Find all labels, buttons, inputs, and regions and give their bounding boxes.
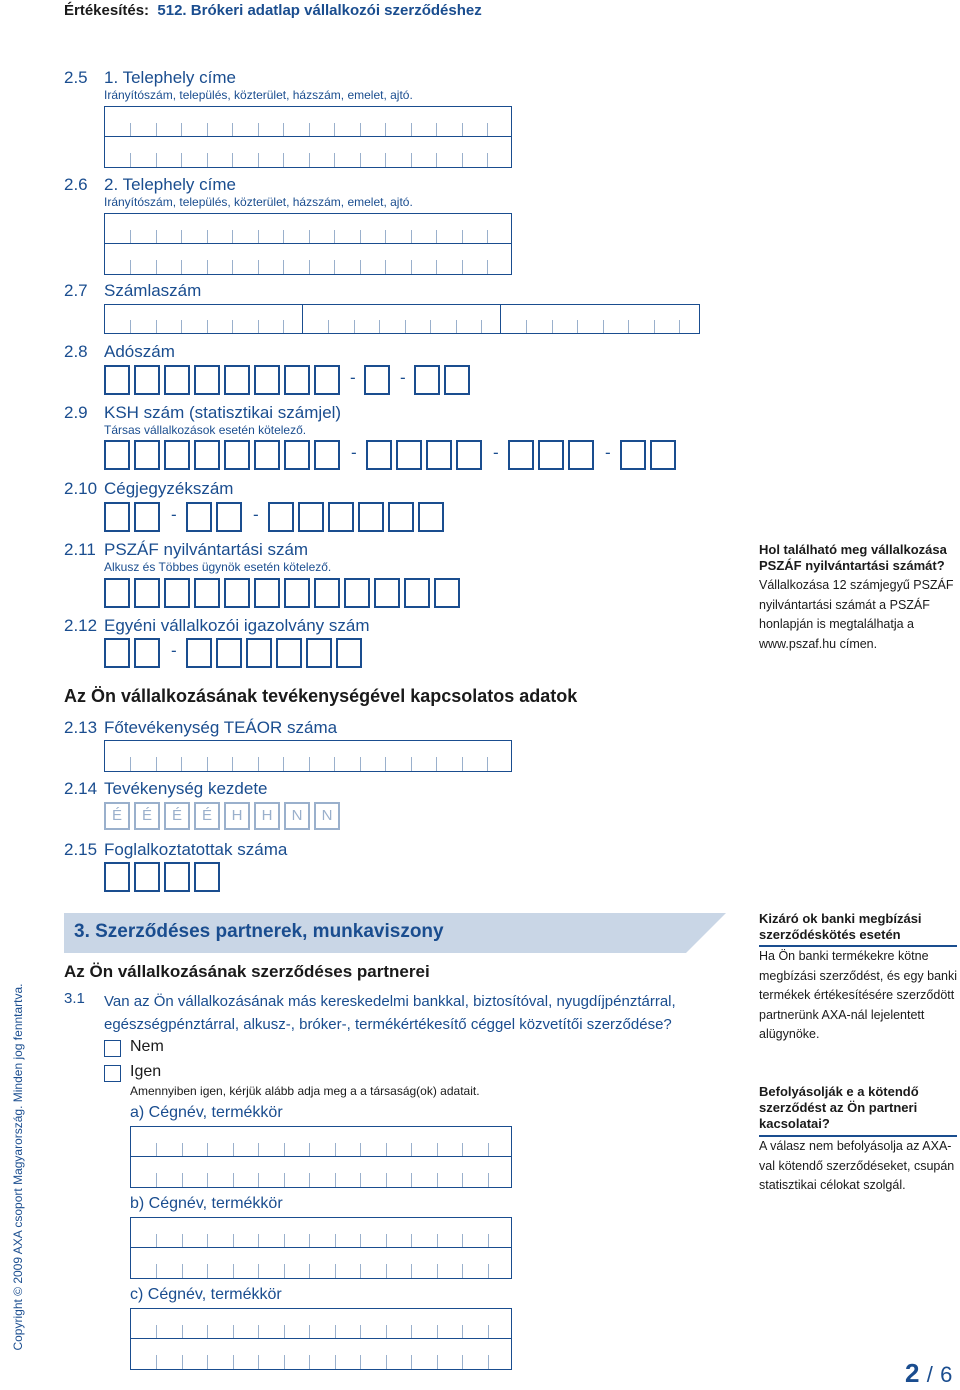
header-title: 512. Brókeri adatlap vállalkozói szerződéshez [157, 2, 482, 19]
digit-cell[interactable] [194, 578, 220, 608]
page-separator: / [926, 1362, 933, 1387]
section-number: 2.12 [64, 616, 98, 635]
digit-cell[interactable] [366, 440, 392, 470]
digit-cell[interactable]: N [284, 802, 310, 830]
digit-cell[interactable] [216, 638, 242, 668]
digit-cell[interactable] [254, 578, 280, 608]
section-title: Tevékenység kezdete [104, 779, 268, 798]
digit-cell[interactable] [276, 638, 302, 668]
digit-cell[interactable] [364, 365, 390, 395]
digit-cell[interactable] [284, 578, 310, 608]
section-subtitle: Alkusz és Többes ügynök esetén kötelező. [104, 560, 332, 574]
side-note-heading: Befolyásolják e a kötendő szerződést az Ön partneri kacsolatai? [759, 1084, 919, 1131]
digit-cell[interactable] [568, 440, 594, 470]
side-note-text: Vállalkozása 12 számjegyű PSZÁF nyilvántartási számát a PSZÁF honlapján is megtalálhatja a www.pszaf.hu címen. [759, 578, 954, 651]
section-subtitle: Irányítószám, település, közterület, házszám, emelet, ajtó. [104, 88, 413, 102]
activity-heading: Az Ön vállalkozásának tevékenységével kapcsolatos adatok [64, 686, 578, 706]
digit-cell[interactable] [620, 440, 646, 470]
digit-cell[interactable] [164, 578, 190, 608]
digit-cell[interactable] [298, 502, 324, 532]
option-yes-label: Igen [130, 1063, 162, 1080]
digit-cell[interactable] [134, 502, 160, 532]
digit-cell[interactable] [104, 862, 130, 892]
section-number: 2.15 [64, 840, 98, 859]
digit-cell[interactable] [268, 502, 294, 532]
digit-cell[interactable] [306, 638, 332, 668]
page-number [905, 1358, 952, 1389]
section-number: 2.9 [64, 403, 88, 422]
digit-cell[interactable] [216, 502, 242, 532]
digit-cell[interactable]: É [164, 802, 190, 830]
digit-cell[interactable] [194, 365, 220, 395]
digit-cell[interactable] [414, 365, 440, 395]
digit-cell[interactable] [194, 862, 220, 892]
digit-cell[interactable] [508, 440, 534, 470]
partner-c-line-2[interactable] [130, 1338, 512, 1370]
section-title: Számlaszám [104, 281, 202, 300]
account-number-part-3[interactable] [500, 304, 700, 334]
digit-cell[interactable] [314, 578, 340, 608]
option-no-label: Nem [130, 1038, 164, 1055]
digit-cell[interactable] [224, 365, 250, 395]
digit-cell[interactable] [374, 578, 400, 608]
digit-cell[interactable] [104, 440, 130, 470]
partner-c-line-1[interactable] [130, 1308, 512, 1340]
digit-cell[interactable] [104, 638, 130, 668]
digit-cell[interactable] [134, 365, 160, 395]
digit-cell[interactable] [434, 578, 460, 608]
digit-cell[interactable]: É [104, 802, 130, 830]
digit-cell[interactable]: N [314, 802, 340, 830]
digit-cell[interactable] [344, 578, 370, 608]
address-2-line-2[interactable] [104, 243, 512, 275]
account-number-part-1[interactable] [104, 304, 304, 334]
digit-cell[interactable] [284, 365, 310, 395]
checkbox-yes[interactable] [104, 1065, 121, 1082]
section-title: 1. Telephely címe [104, 68, 236, 87]
digit-cell[interactable] [444, 365, 470, 395]
digit-cell[interactable]: H [224, 802, 250, 830]
section-title: 2. Telephely címe [104, 175, 236, 194]
digit-cell[interactable] [164, 365, 190, 395]
section-number: 2.14 [64, 779, 98, 798]
partner-c-label: c) Cégnév, termékkör [130, 1286, 282, 1303]
digit-cell[interactable] [336, 638, 362, 668]
section-number: 2.13 [64, 718, 98, 737]
header-prefix: Értékesítés: [64, 2, 150, 19]
digit-cell[interactable] [246, 638, 272, 668]
digit-cell[interactable] [254, 440, 280, 470]
section-number: 2.6 [64, 175, 88, 194]
digit-cell[interactable] [164, 862, 190, 892]
digit-cell[interactable] [254, 365, 280, 395]
digit-cell[interactable] [164, 440, 190, 470]
section-subtitle: Társas vállalkozások esetén kötelező. [104, 423, 307, 437]
digit-cell[interactable] [456, 440, 482, 470]
address-1-line-2[interactable] [104, 136, 512, 168]
digit-cell[interactable] [224, 440, 250, 470]
digit-cell[interactable] [104, 365, 130, 395]
section-number: 2.8 [64, 342, 88, 361]
option-yes-note: Amennyiben igen, kérjük alább adja meg a a társaság(ok) adatait. [130, 1084, 480, 1098]
section-title: Egyéni vállalkozói igazolvány szám [104, 616, 370, 635]
digit-cell[interactable]: É [134, 802, 160, 830]
separator-dash: - [351, 443, 357, 462]
digit-cell[interactable] [328, 502, 354, 532]
section-title: Foglalkoztatottak száma [104, 840, 288, 859]
digit-cell[interactable] [396, 440, 422, 470]
partner-a-line-2[interactable] [130, 1156, 512, 1188]
address-2-line-1[interactable] [104, 213, 512, 245]
partner-b-line-2[interactable] [130, 1247, 512, 1279]
digit-cell[interactable] [358, 502, 384, 532]
side-note-heading: Hol található meg vállalkozása PSZÁF nyilvántartási számát? [759, 542, 947, 573]
account-number-part-2[interactable] [302, 304, 502, 334]
section-number: 2.11 [64, 540, 96, 559]
digit-cell[interactable] [134, 862, 160, 892]
digit-cell[interactable] [134, 638, 160, 668]
digit-cell[interactable] [314, 365, 340, 395]
side-note-text: Ha Ön banki termékekre kötne megbízási szerződést, és egy banki termékek értékesítésére szerződött partnerünk AXA-nál lejelentett alügynöke. [759, 949, 958, 1041]
page-total: 6 [940, 1362, 953, 1387]
partner-b-label: b) Cégnév, termékkör [130, 1195, 283, 1212]
digit-cell[interactable] [404, 578, 430, 608]
question-number: 3.1 [64, 990, 85, 1007]
digit-cell[interactable] [134, 578, 160, 608]
digit-cell[interactable] [418, 502, 444, 532]
digit-cell[interactable] [314, 440, 340, 470]
separator-dash: - [253, 505, 259, 524]
partner-b-line-1[interactable] [130, 1217, 512, 1249]
partner-a-label: a) Cégnév, termékkör [130, 1104, 283, 1121]
digit-cell[interactable] [224, 578, 250, 608]
digit-cell[interactable] [388, 502, 414, 532]
digit-cell[interactable] [194, 440, 220, 470]
section-title: PSZÁF nyilvántartási szám [104, 540, 309, 559]
side-note-text: A válasz nem befolyásolja az AXA-val kötendő szerződéseket, csupán statisztikai célokat szolgál. [759, 1139, 955, 1192]
page-current: 2 [905, 1358, 920, 1388]
separator-dash: - [350, 368, 356, 387]
section-title: Cégjegyzékszám [104, 479, 234, 498]
digit-cell[interactable] [104, 502, 130, 532]
section-3-title: 3. Szerződéses partnerek, munkaviszony [74, 921, 444, 942]
separator-dash: - [400, 368, 406, 387]
copyright-text: Copyright © 2009 AXA csoport Magyarország. Minden jog fenntartva. [11, 983, 25, 1351]
checkbox-no[interactable] [104, 1040, 121, 1057]
digit-cell[interactable] [426, 440, 452, 470]
partner-a-line-1[interactable] [130, 1126, 512, 1158]
section-title: KSH szám (statisztikai számjel) [104, 403, 342, 422]
teaor-field[interactable] [104, 740, 512, 772]
digit-cell[interactable] [186, 638, 212, 668]
digit-cell[interactable] [104, 578, 130, 608]
section-subtitle: Irányítószám, település, közterület, házszám, emelet, ajtó. [104, 195, 413, 209]
section-3-subheading: Az Ön vállalkozásának szerződéses partnerei [64, 962, 430, 981]
digit-cell[interactable] [134, 440, 160, 470]
separator-dash: - [171, 505, 177, 524]
separator-dash: - [171, 641, 177, 660]
section-number: 2.5 [64, 68, 88, 87]
digit-cell[interactable] [284, 440, 310, 470]
digit-cell[interactable] [538, 440, 564, 470]
address-1-line-1[interactable] [104, 106, 512, 138]
digit-cell[interactable]: É [194, 802, 220, 830]
section-number: 2.7 [64, 281, 88, 300]
digit-cell[interactable] [650, 440, 676, 470]
question-text: Van az Ön vállalkozásának más kereskedelmi bankkal, biztosítóval, nyugdíjpénztárral, egészségpénztárral, alkusz-, bróker-, termékértékesítő céggel közvetítői szerződése? [104, 993, 676, 1033]
side-note-heading: Kizáró ok banki megbízási szerződéskötés esetén [759, 911, 922, 942]
section-title: Főtevékenység TEÁOR száma [104, 718, 338, 737]
digit-cell[interactable] [186, 502, 212, 532]
separator-dash: - [605, 443, 611, 462]
section-title: Adószám [104, 342, 175, 361]
section-number: 2.10 [64, 479, 98, 498]
separator-dash: - [493, 443, 499, 462]
digit-cell[interactable]: H [254, 802, 280, 830]
document-header [64, 2, 482, 19]
